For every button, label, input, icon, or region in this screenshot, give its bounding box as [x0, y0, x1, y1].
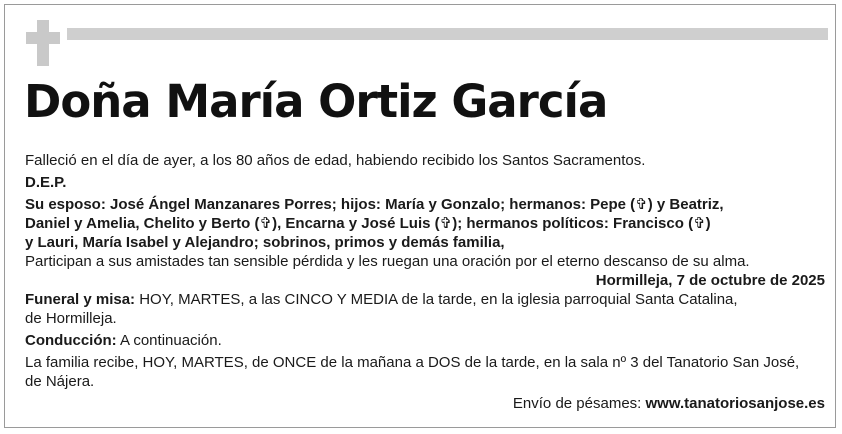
death-line: Falleció en el día de ayer, a los 80 años de edad, habiendo recibido los Santos Sacramentos. [25, 152, 646, 169]
deceased-name: Doña María Ortiz García [24, 75, 608, 128]
condolences-label: Envío de pésames: [512, 395, 646, 412]
conduccion-label: Conducción: [25, 332, 117, 349]
header-rule [67, 28, 828, 40]
obituary-body [25, 151, 825, 413]
dep-line: D.E.P. [25, 174, 67, 191]
conduccion-line [25, 331, 825, 350]
family-line-2: Daniel y Amelia, Chelito y Berto (✞), Encarna y José Luis (✞); hermanos políticos: Francisco (✞) [25, 215, 711, 232]
family-receives-line-2: de Nájera. [25, 373, 95, 390]
cross-icon [26, 20, 60, 66]
request-line: Participan a sus amistades tan sensible pérdida y les ruegan una oración por el eterno descanso de su alma. [25, 253, 750, 270]
family-line-1: Su esposo: José Ángel Manzanares Porres; hijos: María y Gonzalo; hermanos: Pepe (✞) y Beatriz, [25, 196, 724, 213]
family-line-3: y Lauri, María Isabel y Alejandro; sobrinos, primos y demás familia, [25, 234, 505, 251]
obituary-card [4, 4, 836, 428]
place-date: Hormilleja, 7 de octubre de 2025 [595, 272, 825, 289]
funeral-label: Funeral y misa: [25, 291, 136, 308]
funeral-line [25, 290, 825, 309]
family-receives-line: La familia recibe, HOY, MARTES, de ONCE de la mañana a DOS de la tarde, en la sala nº 3 del Tanatorio San José, [25, 354, 800, 371]
condolences-line [25, 394, 825, 413]
funeral-text: HOY, MARTES, a las CINCO Y MEDIA de la tarde, en la iglesia parroquial Santa Catalina, [135, 291, 738, 308]
condolences-link[interactable]: www.tanatoriosanjose.es [645, 395, 825, 412]
funeral-line-2: de Hormilleja. [25, 310, 117, 327]
conduccion-text: A continuación. [116, 332, 222, 349]
